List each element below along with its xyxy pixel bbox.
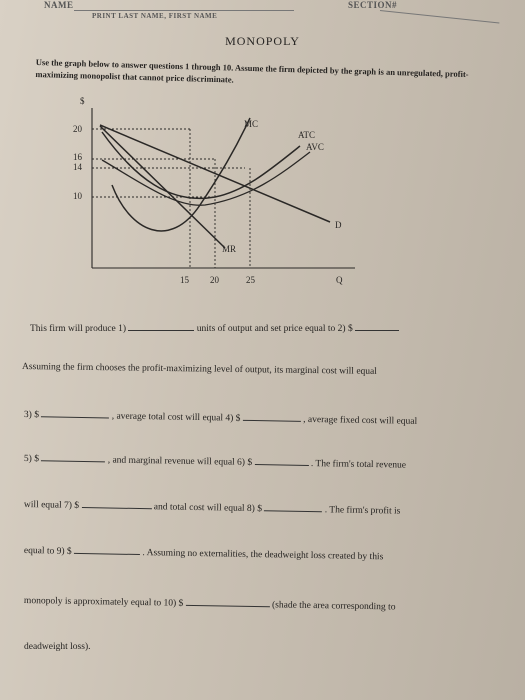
name-sublabel: PRINT LAST NAME, FIRST NAME <box>92 12 218 20</box>
question-line-7: monopoly is approximately equal to 10) $ (shade the area corresponding to <box>23 596 396 613</box>
demand-label: D <box>335 220 342 230</box>
answer-blank-1[interactable] <box>128 320 194 331</box>
instructions: Use the graph below to answer questions 1 through 10. Assume the firm depicted by the graph is an unregulated, profit-maximizing monopolist that cannot price discriminate. <box>35 56 469 85</box>
marginal-cost-curve <box>112 118 250 231</box>
question-line-1: This firm will produce 1) units of output and set price equal to 2) $ <box>30 320 399 334</box>
y-tick-label: 10 <box>73 191 82 201</box>
mc-label: MC <box>244 119 259 129</box>
question-line-5: will equal 7) $ and total cost will equal 8) $ . The firm's profit is <box>24 496 401 517</box>
marginal-revenue-curve <box>100 126 225 248</box>
x-tick-label: 25 <box>246 275 255 285</box>
section-label: SECTION# <box>348 0 398 10</box>
answer-blank-5[interactable] <box>41 450 105 462</box>
question-line-4: 5) $ , and marginal revenue will equal 6) $ . The firm's total revenue <box>24 450 406 471</box>
answer-blank-4[interactable] <box>243 410 301 422</box>
answer-blank-7[interactable] <box>81 497 151 509</box>
answer-blank-2[interactable] <box>355 320 399 331</box>
question-line-6: equal to 9) $ . Assuming no externalities, the deadweight loss created by this <box>24 542 384 562</box>
avc-label: AVC <box>306 142 324 152</box>
x-tick-label: 20 <box>210 275 219 285</box>
name-label: NAME <box>44 0 74 10</box>
question-line-8: deadweight loss). <box>24 642 91 652</box>
y-tick-label: 16 <box>73 152 82 162</box>
y-axis-label: $ <box>80 96 85 106</box>
x-axis-label: Q <box>336 275 343 285</box>
question-line-3: 3) $ , average total cost will equal 4) $ , average fixed cost will equal <box>24 406 417 427</box>
answer-blank-8[interactable] <box>264 500 322 512</box>
mr-label: MR <box>222 244 237 254</box>
y-tick-label: 14 <box>73 162 82 172</box>
x-tick-label: 15 <box>180 275 189 285</box>
question-line-2: Assuming the firm chooses the profit-maximizing level of output, its marginal cost will equal <box>21 362 378 377</box>
answer-blank-9[interactable] <box>74 543 140 555</box>
y-tick-label: 20 <box>73 124 82 134</box>
answer-blank-10[interactable] <box>186 595 270 607</box>
page-title: MONOPOLY <box>225 34 300 48</box>
atc-curve <box>102 132 300 198</box>
atc-label: ATC <box>298 130 316 140</box>
answer-blank-3[interactable] <box>41 406 109 418</box>
answer-blank-6[interactable] <box>254 454 308 466</box>
